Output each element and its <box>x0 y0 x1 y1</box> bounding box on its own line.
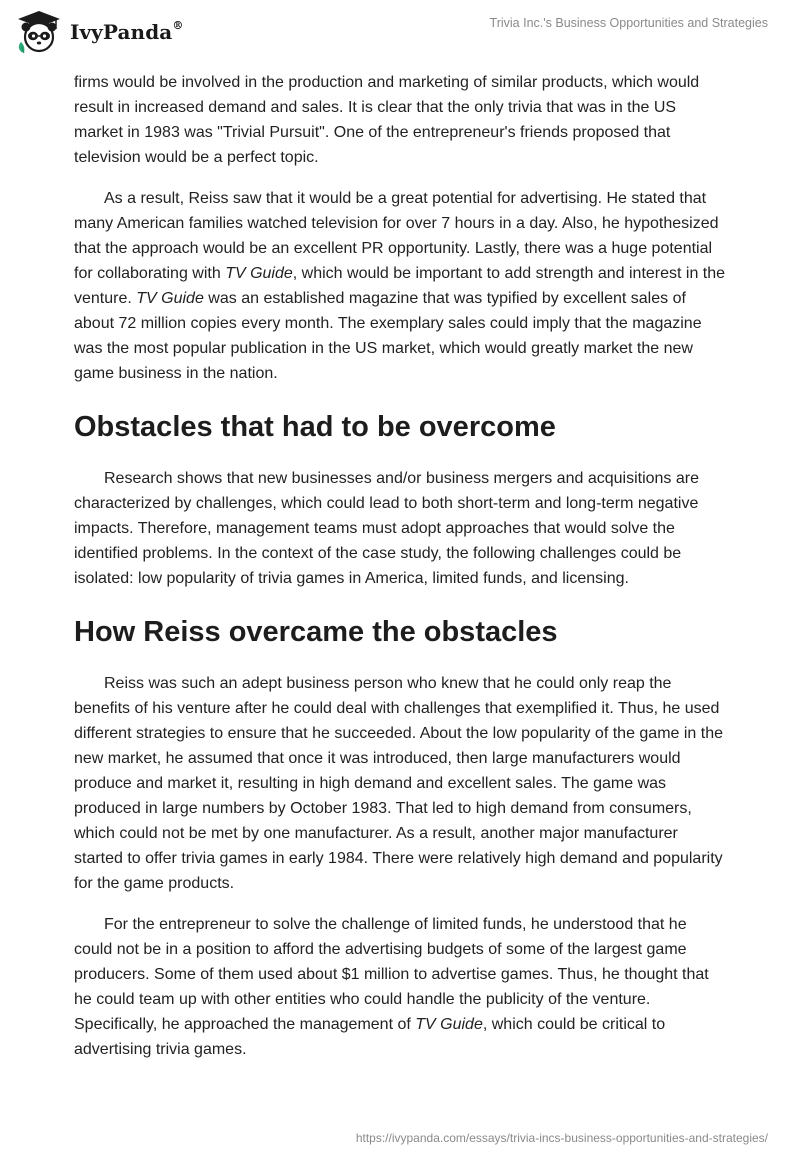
paragraph-4: Reiss was such an adept business person who knew that he could only reap the benefits of his venture after he could deal with challenges that exemplified it. Thus, he used different strategies to ensure that he succeeded. About the low popularity of the game in the new market, he assumed that once it was introduced, then large manufacturers would produce and market it, resulting in high demand and excellent sales. The game was produced in large numbers by October 1983. That led to high demand from consumers, which could not be met by one manufacturer. As a result, another major manufacturer started to offer trivia games in early 1984. There were relatively high demand and popularity for the game products. <box>74 675 724 892</box>
page-header <box>0 0 800 66</box>
panda-graduate-icon <box>16 9 62 55</box>
heading-overcame: How Reiss overcame the obstacles <box>74 616 558 648</box>
tv-guide-italic: TV Guide <box>136 290 204 307</box>
paragraph-3: Research shows that new businesses and/or business mergers and acquisitions are characterized by challenges, which could lead to both short-term and long-term negative impacts. Therefore, management teams must adopt approaches that would solve the identified problems. In the context of the case study, the following challenges could be isolated: low popularity of trivia games in America, limited funds, and licensing. <box>74 470 699 587</box>
brand-name: IvyPanda® <box>70 19 184 44</box>
heading-obstacles: Obstacles that had to be overcome <box>74 411 556 443</box>
paragraph-2: As a result, Reiss saw that it would be a great potential for advertising. He stated that many American families watched television for over 7 hours in a day. Also, he hypothesized that the approach would be an excellent PR opportunity. Lastly, there was a huge potential for collaborating with TV Guide, which would be important to add strength and interest in the venture. TV Guide was an established magazine that was typified by excellent sales of about 72 million copies every month. The exemplary sales could imply that the magazine was the most popular publication in the US market, which would greatly market the new game business in the nation. <box>74 190 726 382</box>
registered-mark: ® <box>172 19 184 33</box>
paragraph-1: firms would be involved in the production and marketing of similar products, which would result in increased demand and sales. It is clear that the only trivia that was in the US market in 1983 was "Trivial Pursuit". One of the entrepreneur's friends proposed that television would be a perfect topic. <box>74 74 700 166</box>
paragraph-5: For the entrepreneur to solve the challenge of limited funds, he understood that he could not be in a position to afford the advertising budgets of some of the largest game producers. Some of them used about $1 million to advertise games. Thus, he thought that he could team up with other entities who could handle the publicity of the venture. Specifically, he approached the management of TV Guide, which could be critical to advertising trivia games. <box>74 916 709 1058</box>
tv-guide-italic: TV Guide <box>225 265 293 282</box>
source-url[interactable]: https://ivypanda.com/essays/trivia-incs-business-opportunities-and-strategies/ <box>355 1131 768 1145</box>
tv-guide-italic: TV Guide <box>415 1016 483 1033</box>
ivypanda-logo[interactable] <box>16 9 183 55</box>
essay-body <box>74 70 726 1078</box>
document-title: Trivia Inc.'s Business Opportunities and Strategies <box>489 16 768 30</box>
